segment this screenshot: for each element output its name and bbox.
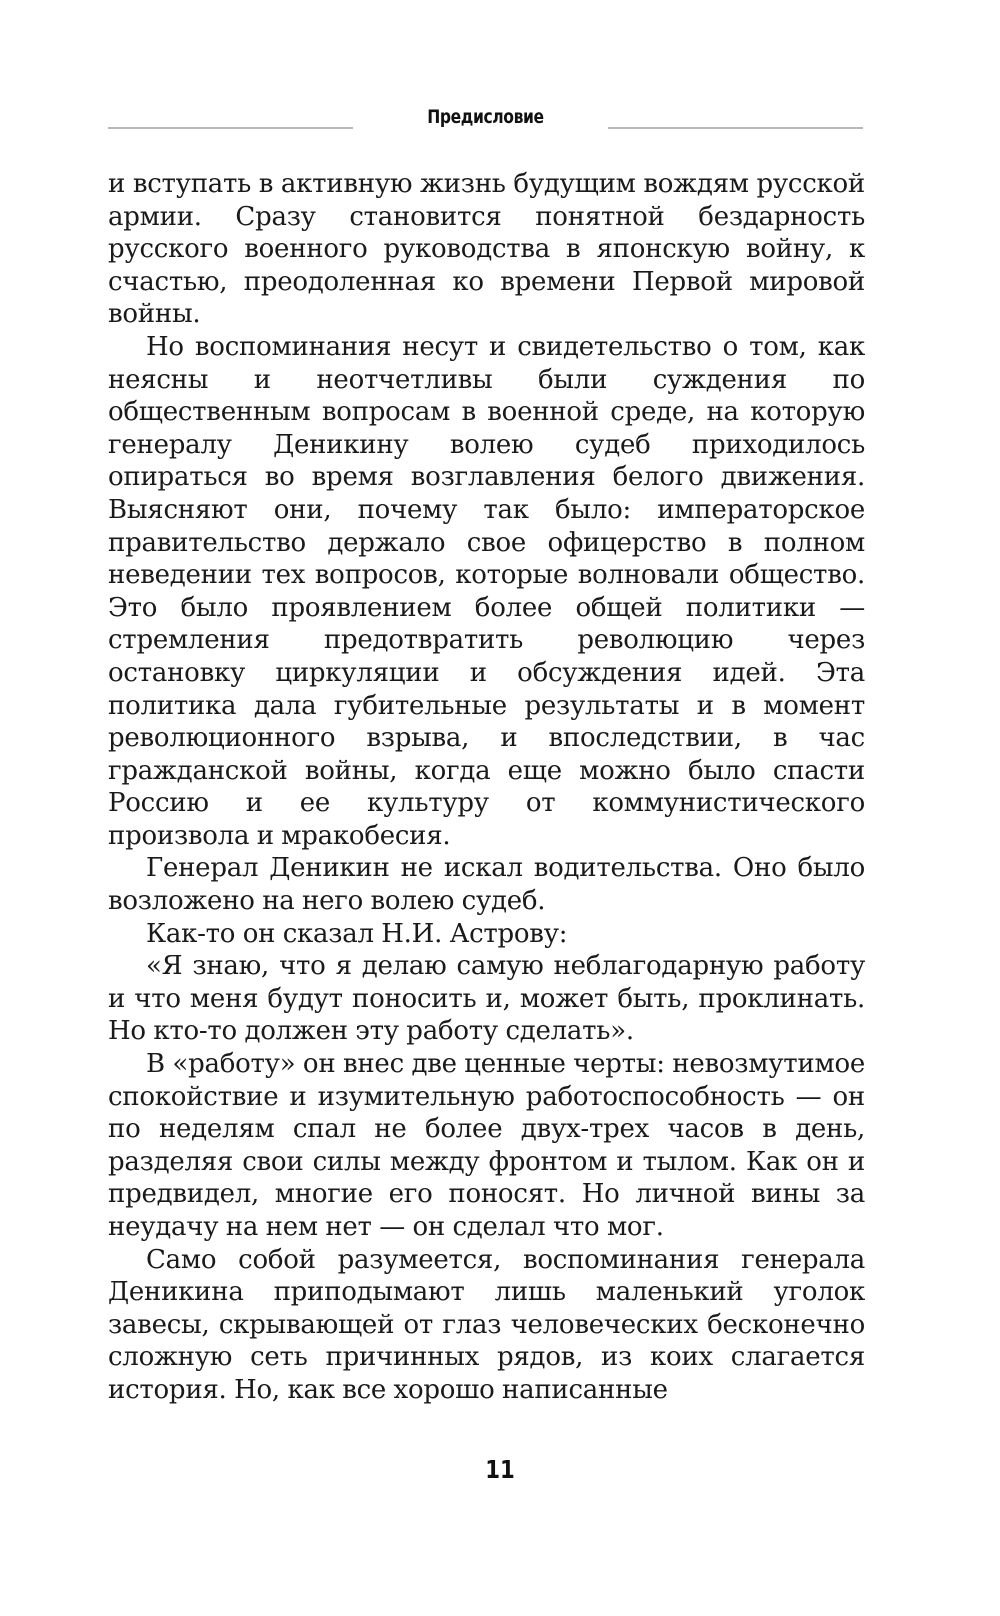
paragraph: Как-то он сказал Н.И. Астрову:: [146, 918, 568, 949]
page-number: 11: [485, 1455, 515, 1484]
body-text: [108, 168, 865, 1407]
paragraph: Генерал Деникин не искал водительства. Оно было возложено на него волею судеб.: [108, 853, 865, 917]
paragraph: и вступать в активную жизнь будущим вождям русской армии. Сразу становится понятной бездарность русского военного руководства в японскую войну, к счастью, преодоленная ко времени Первой мировой войны.: [108, 169, 865, 330]
quote-paragraph: «Я знаю, что я делаю самую неблагодарную работу и что меня будут поносить и, может быть, проклинать. Но кто-то должен эту работу сделать».: [108, 951, 865, 1047]
paragraph: В «работу» он внес две ценные черты: невозмутимое спокойствие и изумительную работоспособность — он по неделям спал не более двух-трех часов в день, разделяя свои силы между фронтом и тылом. Как он и предвидел, многие его поносят. Но личной вины за неудачу на нем нет — он сделал что мог.: [108, 1049, 865, 1242]
paragraph: Но воспоминания несут и свидетельство о том, как неясны и неотчетливы были суждения по общественным вопросам в военной среде, на которую генералу Деникину волею судеб приходилось опираться во время возглавления белого движения. Выясняют они, почему так было: императорское правительство держало свое офицерство в полном неведении тех вопросов, которые волновали общество. Это было проявлением более общей политики — стремления предотвратить революцию через остановку циркуляции и обсуждения идей. Эта политика дала губительные результаты и в момент революционного взрыва, и впоследствии, в час гражданской войны, когда еще можно было спасти Россию и ее культуру от коммунистического произвола и мракобесия.: [108, 331, 865, 851]
running-header-title: Предисловие: [427, 106, 544, 128]
header-rule-right: [608, 127, 863, 129]
paragraph: Само собой разумеется, воспоминания генерала Деникина приподымают лишь маленький уголок завесы, скрывающей от глаз человеческих бесконечно сложную сеть причинных рядов, из коих слагается история. Но, как все хорошо написанные: [108, 1244, 865, 1405]
running-header: [108, 100, 863, 140]
